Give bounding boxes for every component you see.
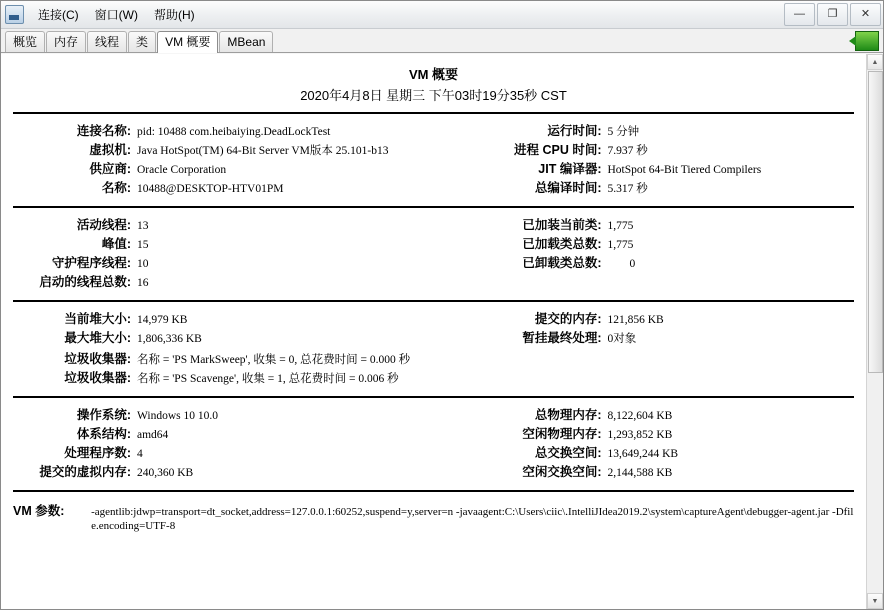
row-total-swap: [434, 445, 855, 462]
row-vendor: [13, 161, 434, 178]
row-peak-threads: [13, 236, 434, 253]
label-committed-virtual-memory: 提交的虚拟内存:: [39, 465, 131, 479]
row-compile-time: [434, 180, 855, 197]
value-os: Windows 10 10.0: [137, 410, 218, 422]
value-unloaded-classes: 0: [629, 258, 636, 270]
row-current-heap: [13, 311, 434, 328]
menu-bar: [30, 1, 203, 28]
vm-summary-panel: [1, 54, 883, 609]
minimize-button[interactable]: [784, 3, 815, 26]
section-threads-classes: [13, 206, 854, 300]
row-processors: [13, 445, 434, 462]
menu-item-connection[interactable]: 连接(C): [38, 8, 79, 22]
row-vm: [13, 142, 434, 159]
row-architecture: [13, 426, 434, 443]
row-name: [13, 180, 434, 197]
row-jit: [434, 161, 855, 178]
window-controls: [784, 3, 881, 26]
label-gc-scavenge: 垃圾收集器:: [64, 371, 131, 385]
label-unloaded-classes: 已卸载类总数:: [522, 256, 602, 270]
section-connection-left: [13, 121, 434, 199]
title-bar: [1, 1, 883, 29]
value-gc-marksweep: 名称 = 'PS MarkSweep', 收集 = 0, 总花费时间 = 0.000 秒: [137, 354, 411, 366]
label-gc-marksweep: 垃圾收集器:: [64, 352, 131, 366]
maximize-icon: ❐: [827, 8, 838, 20]
row-total-physical-memory: [434, 407, 855, 424]
value-compile-time: 5.317 秒: [607, 183, 648, 195]
section-connection: [13, 112, 854, 206]
label-cpu-time: 进程 CPU 时间:: [513, 143, 602, 157]
section-memory-right: [434, 309, 855, 349]
connection-status: [855, 31, 879, 51]
value-vm-arguments: -agentlib:jdwp=transport=dt_socket,address=127.0.0.1:60252,suspend=y,server=n -javaagent:C:\Users\ciic\.IntelliJIdea2019.2\system\captureAgent\debugger-agent.jar -Dfile.encoding=UTF-8: [91, 506, 854, 532]
row-gc-scavenge: [13, 370, 854, 387]
row-total-loaded-classes: [434, 236, 855, 253]
tab-memory[interactable]: 内存: [46, 31, 86, 52]
label-current-classes: 已加装当前类:: [522, 218, 602, 232]
section-connection-right: [434, 121, 855, 199]
connected-indicator-icon[interactable]: [855, 31, 879, 51]
value-total-loaded-classes: 1,775: [607, 239, 634, 251]
row-daemon-threads: [13, 255, 434, 272]
value-current-heap: 14,979 KB: [137, 314, 188, 326]
label-jit: JIT 编译器:: [538, 162, 602, 176]
value-cpu-time: 7.937 秒: [607, 145, 648, 157]
value-free-swap: 2,144,588 KB: [607, 467, 673, 479]
value-connection-name: pid: 10488 com.heibaiying.DeadLockTest: [137, 126, 331, 138]
row-current-classes: [434, 217, 855, 234]
row-unloaded-classes: [434, 255, 855, 272]
value-committed-memory: 121,856 KB: [607, 314, 664, 326]
row-live-threads: [13, 217, 434, 234]
value-total-threads: 16: [137, 277, 149, 289]
section-memory: [13, 300, 854, 396]
label-committed-memory: 提交的内存:: [534, 312, 602, 326]
label-total-loaded-classes: 已加载类总数:: [522, 237, 602, 251]
label-processors: 处理程序数:: [64, 446, 131, 460]
close-button[interactable]: [850, 3, 881, 26]
section-os-left: [13, 405, 434, 483]
value-peak-threads: 15: [137, 239, 149, 251]
section-classes: [434, 215, 855, 293]
row-os: [13, 407, 434, 424]
section-os: [13, 396, 854, 490]
label-vendor: 供应商:: [89, 162, 131, 176]
menu-item-help[interactable]: 帮助(H): [154, 8, 195, 22]
scroll-up-arrow-icon[interactable]: ▲: [867, 54, 883, 70]
section-threads: [13, 215, 434, 293]
label-max-heap: 最大堆大小:: [64, 331, 131, 345]
label-free-swap: 空闲交换空间:: [522, 465, 602, 479]
label-name: 名称:: [101, 181, 131, 195]
label-total-swap: 总交换空间:: [534, 446, 602, 460]
vertical-scrollbar[interactable]: [866, 54, 883, 609]
scroll-down-arrow-icon[interactable]: ▼: [867, 593, 883, 609]
row-pending-finalization: [434, 330, 855, 347]
value-max-heap: 1,806,336 KB: [137, 333, 202, 345]
value-total-swap: 13,649,244 KB: [607, 448, 679, 460]
label-connection-name: 连接名称:: [76, 124, 131, 138]
value-jit: HotSpot 64-Bit Tiered Compilers: [607, 164, 762, 176]
row-connection-name: [13, 123, 434, 140]
close-icon: ✕: [860, 8, 871, 20]
value-live-threads: 13: [137, 220, 149, 232]
jconsole-icon: [5, 5, 24, 24]
label-daemon-threads: 守护程序线程:: [51, 256, 131, 270]
label-live-threads: 活动线程:: [76, 218, 131, 232]
row-committed-virtual-memory: [13, 464, 434, 481]
value-uptime: 5 分钟: [607, 126, 640, 138]
summary-timestamp: 2020年4月8日 星期三 下午03时19分35秒 CST: [300, 88, 567, 103]
value-daemon-threads: 10: [137, 258, 149, 270]
value-processors: 4: [137, 448, 143, 460]
label-compile-time: 总编译时间:: [534, 181, 602, 195]
value-architecture: amd64: [137, 429, 169, 441]
maximize-button[interactable]: [817, 3, 848, 26]
row-total-threads: [13, 274, 434, 291]
label-pending-finalization: 暂挂最终处理:: [522, 331, 602, 345]
section-memory-left: [13, 309, 434, 349]
menu-item-window[interactable]: 窗口(W): [94, 8, 138, 22]
tab-classes[interactable]: 类: [128, 31, 156, 52]
label-peak-threads: 峰值:: [101, 237, 131, 251]
label-total-threads: 启动的线程总数:: [39, 275, 131, 289]
tab-mbean[interactable]: MBean: [219, 31, 273, 52]
value-pending-finalization: 0对象: [607, 333, 637, 345]
row-uptime: [434, 123, 855, 140]
row-free-swap: [434, 464, 855, 481]
tab-threads[interactable]: 线程: [87, 31, 127, 52]
tab-vm-summary[interactable]: VM 概要: [157, 31, 218, 53]
minimize-icon: —: [794, 8, 805, 20]
section-vm-arguments: [13, 490, 854, 540]
label-uptime: 运行时间:: [547, 124, 602, 138]
value-free-physical-memory: 1,293,852 KB: [607, 429, 673, 441]
label-vm: 虚拟机:: [89, 143, 131, 157]
section-os-right: [434, 405, 855, 483]
vm-summary-content: [1, 54, 866, 609]
value-current-classes: 1,775: [607, 220, 634, 232]
tab-bar: [1, 29, 883, 53]
scrollbar-thumb[interactable]: [868, 71, 883, 373]
tab-overview[interactable]: 概览: [5, 31, 45, 52]
row-max-heap: [13, 330, 434, 347]
label-current-heap: 当前堆大小:: [64, 312, 131, 326]
label-total-physical-memory: 总物理内存:: [534, 408, 602, 422]
row-committed-memory: [434, 311, 855, 328]
value-vm: Java HotSpot(TM) 64-Bit Server VM版本 25.101-b13: [137, 145, 389, 157]
value-committed-virtual-memory: 240,360 KB: [137, 467, 194, 479]
row-gc-marksweep: [13, 351, 854, 368]
row-free-physical-memory: [434, 426, 855, 443]
label-os: 操作系统:: [76, 408, 131, 422]
value-total-physical-memory: 8,122,604 KB: [607, 410, 673, 422]
page-title: VM 概要: [408, 67, 459, 82]
value-gc-scavenge: 名称 = 'PS Scavenge', 收集 = 1, 总花费时间 = 0.006 秒: [137, 373, 399, 385]
value-name: 10488@DESKTOP-HTV01PM: [137, 183, 284, 195]
label-vm-arguments: VM 参数:: [13, 504, 65, 518]
value-vendor: Oracle Corporation: [137, 164, 227, 176]
label-free-physical-memory: 空闲物理内存:: [522, 427, 602, 441]
row-cpu-time: [434, 142, 855, 159]
label-architecture: 体系结构:: [76, 427, 131, 441]
